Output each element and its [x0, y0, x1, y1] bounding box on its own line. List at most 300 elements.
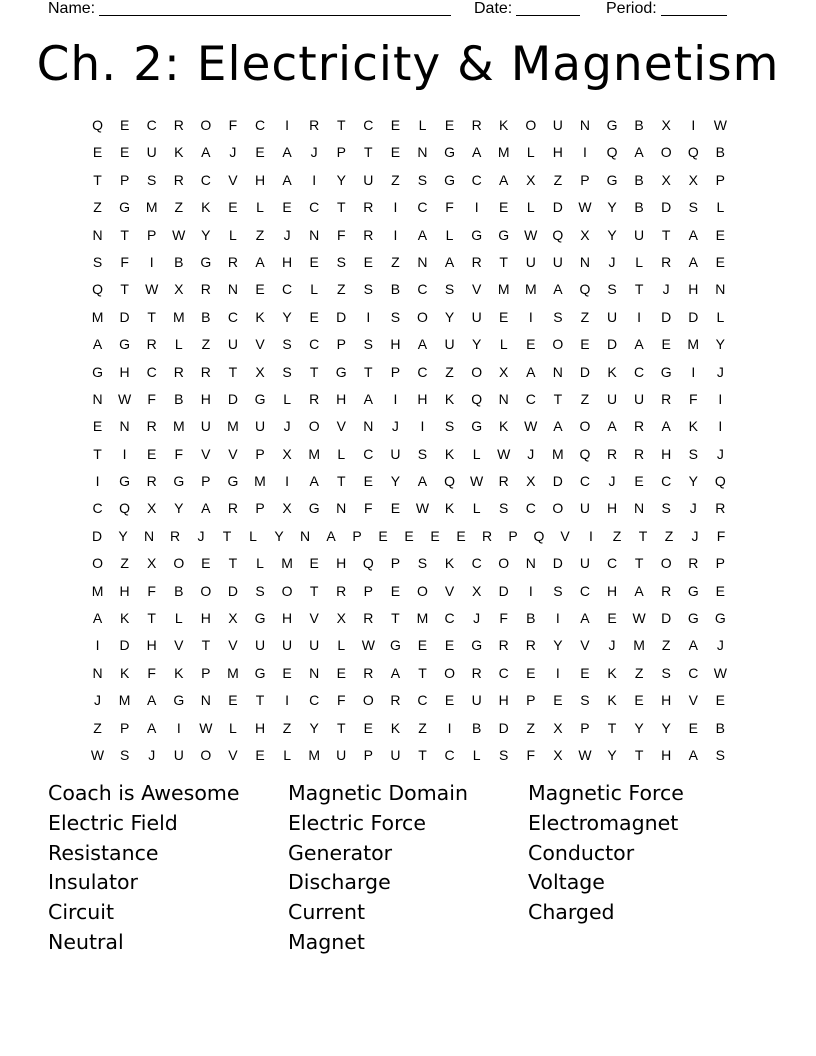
grid-letter[interactable]: X: [471, 582, 482, 599]
grid-letter[interactable]: O: [362, 692, 374, 709]
grid-letter[interactable]: T: [336, 117, 346, 133]
grid-letter[interactable]: P: [119, 171, 130, 188]
grid-letter[interactable]: Z: [445, 363, 454, 380]
grid-letter[interactable]: Y: [444, 308, 455, 325]
grid-letter[interactable]: R: [200, 363, 211, 380]
grid-letter[interactable]: K: [607, 363, 617, 380]
grid-letter[interactable]: Y: [553, 637, 563, 654]
grid-letter[interactable]: R: [309, 390, 320, 407]
grid-letter[interactable]: F: [336, 692, 346, 709]
grid-letter[interactable]: R: [481, 527, 493, 544]
grid-letter[interactable]: E: [404, 527, 414, 544]
grid-letter[interactable]: U: [525, 253, 536, 270]
grid-letter[interactable]: H: [688, 281, 699, 298]
grid-letter[interactable]: A: [417, 336, 428, 353]
grid-letter[interactable]: E: [526, 336, 536, 353]
grid-letter[interactable]: O: [173, 555, 185, 572]
grid-letter[interactable]: E: [92, 418, 103, 435]
grid-letter[interactable]: L: [716, 199, 725, 216]
grid-letter[interactable]: I: [474, 199, 479, 216]
grid-letter[interactable]: D: [119, 308, 130, 325]
grid-letter[interactable]: I: [176, 719, 181, 736]
grid-letter[interactable]: Z: [336, 281, 346, 298]
grid-letter[interactable]: C: [417, 281, 428, 298]
grid-letter[interactable]: H: [498, 692, 509, 709]
grid-letter[interactable]: X: [147, 555, 157, 572]
grid-letter[interactable]: T: [93, 171, 102, 188]
grid-letter[interactable]: G: [687, 610, 699, 627]
grid-letter[interactable]: C: [282, 281, 293, 298]
grid-letter[interactable]: K: [201, 199, 211, 216]
grid-letter[interactable]: S: [499, 500, 509, 517]
grid-letter[interactable]: X: [553, 719, 563, 736]
grid-letter[interactable]: I: [285, 473, 290, 490]
grid-letter[interactable]: Z: [612, 527, 622, 544]
grid-letter[interactable]: U: [606, 308, 618, 325]
grid-letter[interactable]: A: [553, 281, 563, 298]
grid-letter[interactable]: H: [606, 582, 618, 599]
grid-letter[interactable]: S: [336, 253, 346, 270]
grid-letter[interactable]: S: [282, 336, 292, 353]
grid-letter[interactable]: L: [418, 117, 427, 133]
grid-letter[interactable]: D: [579, 363, 590, 380]
grid-letter[interactable]: E: [147, 445, 157, 462]
grid-letter[interactable]: N: [119, 418, 130, 435]
grid-letter[interactable]: E: [634, 692, 644, 709]
grid-letter[interactable]: Q: [362, 555, 374, 572]
grid-letter[interactable]: X: [553, 746, 563, 763]
grid-letter[interactable]: X: [228, 610, 238, 627]
grid-letter[interactable]: K: [119, 664, 130, 681]
grid-letter[interactable]: H: [606, 500, 618, 517]
grid-letter[interactable]: I: [285, 692, 290, 709]
grid-letter[interactable]: C: [363, 445, 374, 462]
grid-letter[interactable]: O: [92, 555, 103, 572]
grid-letter[interactable]: E: [282, 199, 292, 216]
grid-letter[interactable]: A: [444, 253, 455, 270]
grid-letter[interactable]: E: [444, 637, 455, 654]
grid-letter[interactable]: X: [255, 363, 265, 380]
grid-letter[interactable]: E: [456, 527, 466, 544]
grid-letter[interactable]: D: [552, 199, 563, 216]
grid-letter[interactable]: X: [526, 171, 536, 188]
grid-letter[interactable]: A: [553, 418, 563, 435]
grid-letter[interactable]: I: [718, 390, 723, 407]
grid-letter[interactable]: R: [715, 500, 726, 517]
grid-letter[interactable]: S: [119, 746, 130, 763]
grid-letter[interactable]: A: [634, 144, 644, 161]
grid-letter[interactable]: C: [200, 171, 211, 188]
grid-letter[interactable]: C: [309, 199, 320, 216]
grid-letter[interactable]: Z: [634, 664, 644, 681]
grid-letter[interactable]: Z: [580, 308, 590, 325]
grid-letter[interactable]: B: [390, 281, 401, 298]
grid-letter[interactable]: I: [285, 117, 290, 133]
grid-letter[interactable]: T: [499, 253, 508, 270]
grid-letter[interactable]: R: [634, 445, 645, 462]
grid-letter[interactable]: P: [715, 171, 725, 188]
grid-letter[interactable]: F: [364, 500, 373, 517]
grid-letter[interactable]: V: [688, 692, 698, 709]
grid-letter[interactable]: D: [498, 582, 509, 599]
grid-letter[interactable]: V: [309, 610, 319, 627]
grid-letter[interactable]: V: [174, 637, 184, 654]
grid-letter[interactable]: O: [552, 500, 564, 517]
grid-letter[interactable]: M: [497, 281, 510, 298]
grid-letter[interactable]: N: [336, 500, 347, 517]
grid-letter[interactable]: D: [498, 719, 509, 736]
grid-letter[interactable]: L: [472, 500, 481, 517]
grid-letter[interactable]: Z: [391, 171, 400, 188]
grid-letter[interactable]: N: [525, 555, 536, 572]
grid-letter[interactable]: S: [147, 171, 157, 188]
grid-letter[interactable]: A: [499, 171, 509, 188]
grid-letter[interactable]: U: [606, 390, 618, 407]
grid-letter[interactable]: H: [200, 390, 211, 407]
grid-letter[interactable]: M: [254, 473, 266, 490]
grid-letter[interactable]: T: [93, 445, 102, 462]
grid-letter[interactable]: I: [393, 226, 398, 243]
grid-letter[interactable]: O: [417, 308, 428, 325]
grid-letter[interactable]: Q: [606, 144, 618, 161]
grid-letter[interactable]: H: [661, 445, 672, 462]
grid-letter[interactable]: T: [228, 363, 238, 380]
grid-letter[interactable]: C: [606, 555, 618, 572]
grid-letter[interactable]: P: [390, 363, 401, 380]
grid-letter[interactable]: U: [254, 637, 266, 654]
grid-letter[interactable]: L: [249, 527, 257, 544]
grid-letter[interactable]: R: [169, 527, 181, 544]
grid-letter[interactable]: W: [578, 746, 592, 763]
grid-letter[interactable]: W: [90, 746, 105, 763]
name-blank[interactable]: [99, 0, 451, 16]
grid-letter[interactable]: P: [336, 336, 346, 353]
grid-letter[interactable]: E: [607, 610, 617, 627]
grid-letter[interactable]: D: [336, 308, 347, 325]
grid-letter[interactable]: P: [119, 719, 130, 736]
grid-letter[interactable]: N: [299, 527, 311, 544]
grid-letter[interactable]: L: [283, 746, 291, 763]
grid-letter[interactable]: Y: [688, 473, 698, 490]
grid-letter[interactable]: W: [470, 473, 484, 490]
grid-letter[interactable]: G: [498, 226, 510, 243]
grid-letter[interactable]: G: [471, 418, 483, 435]
grid-letter[interactable]: L: [256, 555, 264, 572]
grid-letter[interactable]: K: [390, 719, 401, 736]
grid-letter[interactable]: Z: [255, 226, 265, 243]
grid-letter[interactable]: I: [555, 610, 560, 627]
grid-letter[interactable]: A: [363, 390, 373, 407]
grid-letter[interactable]: P: [715, 555, 725, 572]
grid-letter[interactable]: Y: [471, 336, 482, 353]
grid-letter[interactable]: T: [228, 555, 238, 572]
grid-letter[interactable]: I: [691, 363, 696, 380]
grid-letter[interactable]: K: [499, 418, 509, 435]
grid-letter[interactable]: O: [200, 582, 212, 599]
grid-letter[interactable]: R: [173, 363, 184, 380]
grid-letter[interactable]: O: [498, 555, 510, 572]
grid-letter[interactable]: L: [526, 199, 535, 216]
grid-letter[interactable]: R: [363, 664, 374, 681]
grid-letter[interactable]: Y: [174, 500, 184, 517]
grid-letter[interactable]: H: [254, 171, 266, 188]
grid-letter[interactable]: Y: [309, 719, 319, 736]
grid-letter[interactable]: B: [634, 171, 644, 188]
grid-letter[interactable]: U: [552, 117, 563, 133]
grid-letter[interactable]: X: [688, 171, 698, 188]
grid-letter[interactable]: I: [393, 390, 398, 407]
grid-letter[interactable]: J: [148, 746, 156, 763]
grid-letter[interactable]: E: [309, 253, 319, 270]
grid-letter[interactable]: Q: [119, 500, 131, 517]
grid-letter[interactable]: D: [606, 336, 618, 353]
grid-letter[interactable]: Q: [444, 473, 455, 490]
grid-letter[interactable]: Y: [118, 527, 128, 544]
grid-letter[interactable]: O: [471, 363, 483, 380]
grid-letter[interactable]: I: [95, 637, 100, 654]
period-field[interactable]: [606, 0, 727, 18]
grid-letter[interactable]: E: [363, 719, 373, 736]
grid-letter[interactable]: L: [229, 226, 237, 243]
grid-letter[interactable]: C: [254, 117, 266, 133]
grid-letter[interactable]: T: [201, 637, 211, 654]
grid-letter[interactable]: B: [201, 308, 211, 325]
grid-letter[interactable]: W: [632, 610, 646, 627]
grid-letter[interactable]: J: [716, 445, 724, 462]
grid-letter[interactable]: J: [608, 473, 616, 490]
grid-letter[interactable]: G: [119, 199, 131, 216]
grid-letter[interactable]: C: [309, 692, 320, 709]
grid-letter[interactable]: X: [661, 117, 671, 133]
date-blank[interactable]: [516, 0, 580, 16]
grid-letter[interactable]: N: [552, 363, 563, 380]
grid-letter[interactable]: E: [688, 719, 698, 736]
grid-letter[interactable]: Q: [579, 445, 591, 462]
grid-letter[interactable]: Q: [533, 527, 545, 544]
grid-letter[interactable]: I: [420, 418, 425, 435]
grid-letter[interactable]: N: [498, 390, 509, 407]
grid-letter[interactable]: C: [146, 363, 157, 380]
grid-letter[interactable]: G: [444, 171, 455, 188]
grid-letter[interactable]: T: [336, 199, 346, 216]
grid-letter[interactable]: M: [308, 746, 320, 763]
grid-letter[interactable]: N: [92, 390, 103, 407]
grid-letter[interactable]: C: [471, 171, 482, 188]
grid-letter[interactable]: V: [336, 418, 346, 435]
grid-letter[interactable]: C: [417, 363, 428, 380]
grid-letter[interactable]: N: [417, 253, 428, 270]
grid-letter[interactable]: M: [308, 445, 320, 462]
grid-letter[interactable]: T: [147, 308, 156, 325]
grid-letter[interactable]: T: [418, 746, 427, 763]
grid-letter[interactable]: U: [471, 692, 482, 709]
grid-letter[interactable]: E: [92, 144, 103, 161]
grid-letter[interactable]: T: [336, 719, 346, 736]
grid-letter[interactable]: U: [390, 746, 401, 763]
grid-letter[interactable]: D: [552, 473, 563, 490]
grid-letter[interactable]: A: [147, 719, 157, 736]
grid-letter[interactable]: M: [552, 445, 564, 462]
grid-letter[interactable]: R: [606, 445, 618, 462]
grid-letter[interactable]: Q: [92, 117, 103, 133]
grid-letter[interactable]: L: [635, 253, 643, 270]
grid-letter[interactable]: D: [91, 527, 103, 544]
grid-letter[interactable]: V: [228, 746, 238, 763]
grid-letter[interactable]: N: [92, 226, 103, 243]
grid-letter[interactable]: R: [363, 226, 374, 243]
grid-letter[interactable]: B: [174, 253, 184, 270]
grid-letter[interactable]: D: [552, 555, 563, 572]
grid-letter[interactable]: E: [526, 664, 536, 681]
grid-letter[interactable]: R: [146, 418, 157, 435]
grid-letter[interactable]: A: [688, 637, 698, 654]
grid-letter[interactable]: R: [498, 473, 509, 490]
grid-letter[interactable]: L: [310, 281, 319, 298]
grid-letter[interactable]: E: [201, 555, 211, 572]
grid-letter[interactable]: E: [417, 637, 428, 654]
grid-letter[interactable]: L: [174, 610, 183, 627]
grid-letter[interactable]: N: [634, 500, 645, 517]
grid-letter[interactable]: S: [715, 746, 725, 763]
grid-letter[interactable]: S: [607, 281, 617, 298]
grid-letter[interactable]: F: [174, 445, 184, 462]
grid-letter[interactable]: J: [691, 527, 699, 544]
grid-letter[interactable]: L: [445, 226, 454, 243]
grid-letter[interactable]: H: [146, 637, 157, 654]
grid-letter[interactable]: C: [146, 117, 157, 133]
grid-letter[interactable]: X: [174, 281, 184, 298]
grid-letter[interactable]: J: [391, 418, 399, 435]
grid-letter[interactable]: E: [255, 281, 265, 298]
grid-letter[interactable]: E: [661, 336, 671, 353]
grid-letter[interactable]: H: [661, 692, 672, 709]
grid-letter[interactable]: L: [337, 445, 346, 462]
grid-letter[interactable]: Y: [282, 308, 292, 325]
grid-letter[interactable]: G: [173, 473, 185, 490]
grid-letter[interactable]: T: [634, 746, 644, 763]
grid-letter[interactable]: J: [716, 363, 724, 380]
grid-letter[interactable]: T: [607, 719, 617, 736]
grid-letter[interactable]: M: [172, 418, 185, 435]
grid-letter[interactable]: U: [471, 308, 482, 325]
grid-letter[interactable]: R: [661, 253, 672, 270]
grid-letter[interactable]: C: [363, 117, 374, 133]
grid-letter[interactable]: J: [527, 445, 535, 462]
grid-letter[interactable]: H: [390, 336, 401, 353]
grid-letter[interactable]: Q: [579, 281, 591, 298]
grid-letter[interactable]: J: [310, 144, 318, 161]
grid-letter[interactable]: Y: [274, 527, 284, 544]
grid-letter[interactable]: E: [228, 692, 238, 709]
grid-letter[interactable]: P: [363, 746, 373, 763]
grid-letter[interactable]: E: [715, 253, 725, 270]
grid-letter[interactable]: U: [282, 637, 293, 654]
grid-letter[interactable]: S: [553, 308, 563, 325]
grid-letter[interactable]: T: [364, 144, 373, 161]
grid-letter[interactable]: C: [634, 363, 645, 380]
grid-letter[interactable]: K: [119, 610, 130, 627]
grid-letter[interactable]: B: [174, 582, 184, 599]
grid-letter[interactable]: C: [92, 500, 103, 517]
grid-letter[interactable]: L: [174, 336, 183, 353]
grid-letter[interactable]: E: [580, 664, 590, 681]
grid-letter[interactable]: Q: [471, 390, 483, 407]
grid-letter[interactable]: A: [634, 582, 644, 599]
grid-letter[interactable]: E: [553, 692, 563, 709]
grid-letter[interactable]: C: [688, 664, 699, 681]
grid-letter[interactable]: J: [283, 226, 291, 243]
grid-letter[interactable]: G: [606, 171, 618, 188]
grid-letter[interactable]: S: [417, 445, 428, 462]
grid-letter[interactable]: T: [309, 582, 319, 599]
grid-letter[interactable]: T: [309, 363, 319, 380]
grid-letter[interactable]: J: [94, 692, 102, 709]
grid-letter[interactable]: X: [147, 500, 157, 517]
grid-letter[interactable]: P: [390, 555, 401, 572]
grid-letter[interactable]: W: [713, 117, 727, 133]
grid-letter[interactable]: O: [579, 418, 591, 435]
grid-letter[interactable]: P: [580, 719, 590, 736]
grid-letter[interactable]: E: [255, 144, 265, 161]
grid-letter[interactable]: S: [688, 445, 698, 462]
grid-letter[interactable]: R: [471, 664, 482, 681]
grid-letter[interactable]: E: [499, 199, 509, 216]
grid-letter[interactable]: C: [579, 582, 590, 599]
grid-letter[interactable]: Y: [607, 199, 617, 216]
grid-letter[interactable]: C: [417, 199, 428, 216]
grid-letter[interactable]: S: [688, 199, 698, 216]
grid-letter[interactable]: F: [147, 582, 156, 599]
grid-letter[interactable]: L: [526, 144, 535, 161]
grid-letter[interactable]: K: [444, 500, 455, 517]
grid-letter[interactable]: F: [147, 390, 156, 407]
grid-letter[interactable]: A: [390, 664, 401, 681]
grid-letter[interactable]: T: [418, 664, 427, 681]
grid-letter[interactable]: K: [499, 117, 509, 133]
grid-letter[interactable]: Q: [714, 473, 726, 490]
grid-letter[interactable]: U: [579, 555, 590, 572]
grid-letter[interactable]: G: [660, 363, 672, 380]
grid-letter[interactable]: A: [607, 418, 617, 435]
grid-letter[interactable]: I: [312, 171, 317, 188]
grid-letter[interactable]: D: [688, 308, 699, 325]
grid-letter[interactable]: H: [282, 253, 293, 270]
grid-letter[interactable]: M: [497, 144, 510, 161]
grid-letter[interactable]: T: [120, 281, 129, 298]
grid-letter[interactable]: X: [580, 226, 590, 243]
grid-letter[interactable]: Z: [661, 637, 671, 654]
grid-letter[interactable]: V: [228, 445, 238, 462]
grid-letter[interactable]: R: [336, 582, 347, 599]
grid-letter[interactable]: N: [417, 144, 428, 161]
grid-letter[interactable]: E: [499, 308, 509, 325]
grid-letter[interactable]: F: [716, 527, 726, 544]
grid-letter[interactable]: R: [363, 610, 374, 627]
grid-letter[interactable]: S: [390, 308, 401, 325]
grid-letter[interactable]: Y: [661, 719, 671, 736]
grid-letter[interactable]: R: [146, 473, 157, 490]
grid-letter[interactable]: S: [444, 418, 455, 435]
grid-letter[interactable]: A: [634, 336, 644, 353]
grid-letter[interactable]: U: [227, 336, 238, 353]
grid-letter[interactable]: E: [444, 692, 455, 709]
grid-letter[interactable]: W: [578, 199, 592, 216]
grid-letter[interactable]: K: [688, 418, 698, 435]
grid-letter[interactable]: D: [661, 610, 672, 627]
grid-letter[interactable]: A: [688, 746, 698, 763]
grid-letter[interactable]: R: [390, 692, 401, 709]
grid-letter[interactable]: P: [255, 445, 265, 462]
